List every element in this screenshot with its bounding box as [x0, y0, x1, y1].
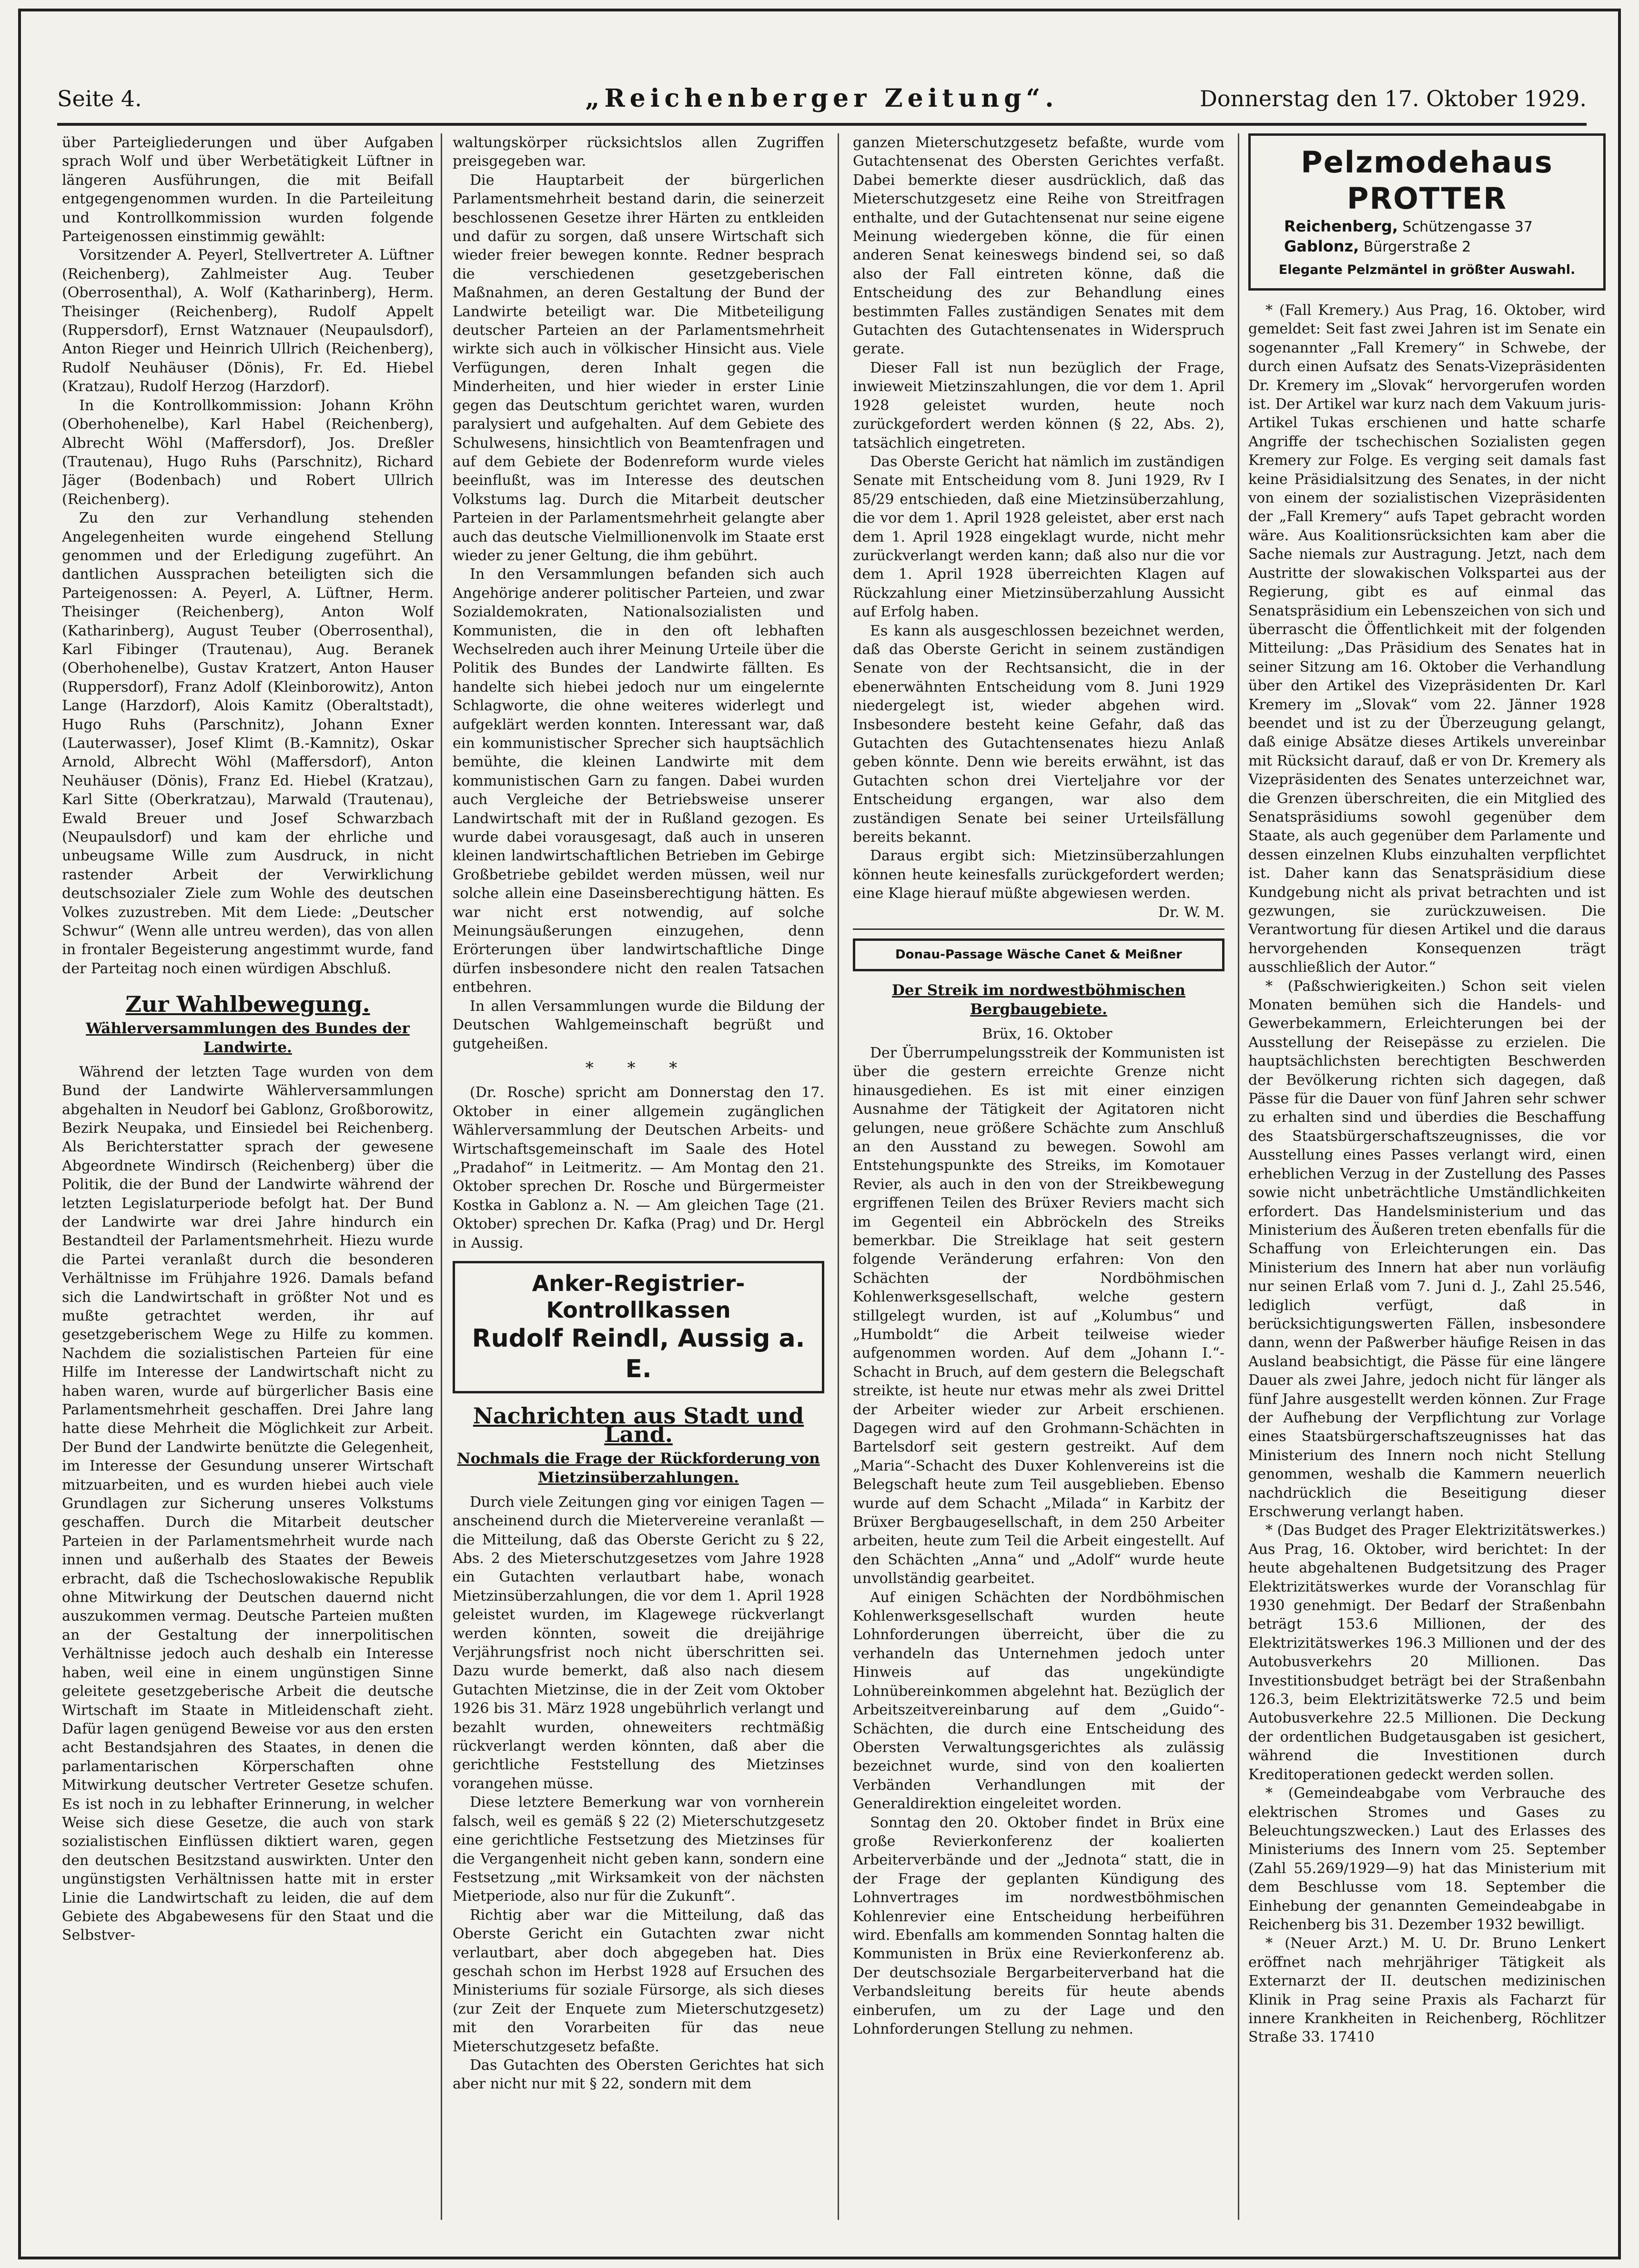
news-item: * (Paßschwierigkeiten.) Schon seit vielen Monaten bemühen sich die Handels- und Gewerbekammern, Erleichterungen bei der Ausstellung der Reisepässe zu erzielen. Die hauptsächlichsten berechtigten Beschwerden der Bevölkerung richten sich dagegen, daß Pässe für die Dauer von fünf Jahren sehr schwer zu erhalten sind und überdies die Beschaffung des Staatsbürgerschaftszeugnisses, die vor Ausstellung eines Passes verlangt wird, einen erheblichen Verzug in der Zustellung des Passes sowie nicht unbeträchtliche Umständlichkeiten erfordert. Das Handelsministerium und das Ministerium des Äußeren treten ebenfalls für die Schaffung von Erleichterungen ein. Das Ministerium des Innern hat aber nun vorläufig nur seinen Erlaß vom 7. Juni d. J., Zahl 25.546, lediglich verfügt, daß in berücksichtigungswerten Fällen, insbesondere dann, wenn der Paßwerber häufige Reisen in das Ausland beabsichtigt, die Pässe für eine längere Dauer als zwei Jahre, jedoch nicht für länger als fünf Jahre ausgestellt werden können. Zur Frage der Aufhebung der Verpflichtung zur Vorlage eines Staatsbürgerschaftszeugnisses hat das Ministerium des Innern noch nicht Stellung genommen, weshalb die Kammern neuerlich nachdrücklich die Beseitigung dieser Erschwerung verlangt haben.	[1248, 978, 1606, 1520]
header-rule	[57, 123, 1587, 126]
section-title: Nachrichten aus Stadt und Land.	[473, 1402, 804, 1448]
article-paragraph: Sonntag den 20. Oktober findet in Brüx eine große Revierkonferenz der koalierten Arbeiterverbände und der „Jednota“ statt, die in der Frage der geplanten Kündigung des Lohnvertrages im nordwestböhmischen Kohlenrevier eine Entscheidung herbeiführen wird. Ebenfalls am kommenden Sonntag halten die Kommunisten in Brüx eine Revierkonferenz ab. Der deutschsoziale Bergarbeiterverband hat die Verbandsleitung bereits für heute abends einberufen, um zu der Lage und den Lohnforderungen Stellung zu nehmen.	[853, 1814, 1224, 2037]
news-item: * (Das Budget des Prager Elektrizitätswerkes.) Aus Prag, 16. Oktober, wird berichtet: In der heute abgehaltenen Budgetsitzung des Prager Elektrizitätswerkes wurde der Voranschlag für 1930 genehmigt. Der Bedarf der Straßenbahn beträgt 153.6 Millionen, der des Elektrizitätswerkes 196.3 Millionen und der des Autobusverkehrs 20 Millionen. Das Investitionsbudget beträgt bei der Straßenbahn 126.3, beim Elektrizitätswerke 72.5 und beim Autobusverkehre 22.5 Millionen. Die Deckung der ordentlichen Budgetausgaben ist gesichert, während die Investitionen durch Kreditoperationen gedeckt werden sollen.	[1248, 1522, 1606, 1783]
column-divider	[441, 133, 442, 2220]
column-2	[453, 133, 824, 2229]
article-paragraph: Das Oberste Gericht hat nämlich im zuständigen Senate mit Entscheidung vom 8. Juni 1929, Rv I 85/29 entschieden, daß eine Mietzinsüberzahlung, die vor dem 1. April 1928 geleistet, aber erst nach dem 1. April 1928 eingeklagt wurde, nicht mehr zurückverlangt werden kann; daß also nur die vor dem 1. April 1928 überreichten Klagen auf Rückzahlung einer Mietzinsüberzahlung Aussicht auf Erfolg haben.	[853, 453, 1224, 621]
news-item: * (Neuer Arzt.) M. U. Dr. Bruno Lenkert eröffnet nach mehrjähriger Tätigkeit als Externarzt der II. deutschen medizinischen Klinik in Prag seine Praxis als Facharzt für innere Krankheiten in Reichenberg, Röchlitzer Straße 33. 17410	[1248, 1935, 1606, 2046]
article-paragraph: ganzen Mieterschutzgesetz befaßte, wurde vom Gutachtensenat des Obersten Gerichtes verfaßt. Dabei bemerkte dieser ausdrücklich, daß das Mieterschutzgesetz eine Reihe von Streitfragen enthalte, und der Gutachtensenat nur seine eigene Meinung wiedergeben könne, die für einen anderen Senat keineswegs bindend sei, so daß also der Fall eintreten könne, daß die Entscheidung des zur Behandlung eines bestimmten Falles zuständigen Senates mit dem Gutachten des Gutachtensenates in Widerspruch gerate.	[853, 134, 1224, 358]
page-number: Seite 4.	[57, 86, 142, 111]
news-item: * (Gemeindeabgabe vom Verbrauche des elektrischen Stromes und Gases zu Beleuchtungszwecken.) Laut des Erlasses des Ministeriums des Innern vom 25. September (Zahl 55.269/1929—9) hat das Ministerium mit dem Beschlusse vom 18. September die Einhebung der genannten Gemeindeabgabe in Reichenberg bis 31. Dezember 1932 bewilligt.	[1248, 1785, 1606, 1933]
article-paragraph: über Parteigliederungen und über Aufgaben sprach Wolf und über Werbetätigkeit Lüftner in längeren Ausführungen, die mit Beifall entgegengenommen wurden. In die Parteileitung und Kontrollkommission wurden folgende Parteigenossen einstimmig gewählt:	[62, 134, 434, 245]
article-paragraph: Auf einigen Schächten der Nordböhmischen Kohlenwerksgesellschaft wurden heute Lohnforderungen überreicht, über die zu verhandeln das Unternehmen jedoch unter Hinweis auf das ungekündigte Lohnübereinkommen abgelehnt hat. Bezüglich der Arbeitszeitvereinbarung auf dem „Guido“-Schächten, die durch eine Entscheidung des Obersten Verwaltungsgerichtes als zulässig bezeichnet wurde, sind von den koalierten Verbänden Verhandlungen mit der Generaldirektion eingeleitet worden.	[853, 1589, 1224, 1813]
article-signature: Dr. W. M.	[1158, 904, 1224, 921]
issue-date: Donnerstag den 17. Oktober 1929.	[1199, 86, 1587, 111]
article-paragraph: waltungskörper rücksichtslos allen Zugriffen preisgegeben war.	[453, 134, 824, 170]
divider	[853, 928, 1224, 930]
advertisement-reindl	[453, 1261, 824, 1393]
article-paragraph: Während der letzten Tage wurden von dem Bund der Landwirte Wählerversammlungen abgehalten in Neudorf bei Gablonz, Großborowitz, Bezirk Neupaka, und Einsiedel bei Reichenberg. Als Berichterstatter sprach der gewesene Abgeordnete Windirsch (Reichenberg) über die Politik, die der Bund der Landwirte während der letzten Legislaturperiode befolgt hat. Der Bund der Landwirte war drei Jahre hindurch ein Bestandteil der Parlamentsmehrheit. Hiezu wurde die Partei veranlaßt durch die besonderen Verhältnisse im Frühjahre 1926. Damals befand sich die Landwirtschaft in größter Not und es mußte getrachtet werden, ihr auf gesetzgeberischem Wege zu Hilfe zu kommen. Nachdem die sozialistischen Parteien für eine Hilfe im Interesse der Landwirtschaft nicht zu haben waren, wurde auf bürgerlicher Basis eine Parlamentsmehrheit geschaffen. Drei Jahre lang hatte diese Mehrheit die Möglichkeit zur Arbeit. Der Bund der Landwirte benützte die Gelegenheit, im Interesse der Gesundung unserer Wirtschaft mitzuarbeiten, und es wurden hiebei auch viele Grundlagen zur Sicherung unseres Volkstums geschaffen. Durch die Mitarbeit deutscher Parteien in der Parlamentsmehrheit wurde nach innen und außerhalb des Staates der Beweis erbracht, daß die Tschechoslowakische Republik ohne Mitwirkung der Deutschen dauernd nicht auszukommen vermag. Deutsche Parteien mußten an der Gestaltung der innerpolitischen Verhältnisse jedoch auch deshalb ein Interesse haben, weil eine in einem ungünstigen Sinne geleitete gesetzgeberische Arbeit die deutsche Wirtschaft im Staate in Mitleidenschaft zieht. Dafür lagen genügend Beweise vor aus den ersten acht Bestandsjahren des Staates, in denen die parlamentarischen Körperschaften ohne Mitwirkung deutscher Vertreter Gesetze schufen. Es ist noch in zu lebhafter Erinnerung, in welcher Weise sich diese Gesetze, die auch von stark sozialistischen Einflüssen diktiert waren, gegen den deutschen Besitzstand auswirkten. Unter den ungünstigsten Verhältnissen hatte mit in erster Linie die Landwirtschaft zu leiden, die auf dem Gebiete des Abgabewesens für den Staat und die Selbstver-	[62, 1063, 434, 1944]
article-paragraph: In den Versammlungen befanden sich auch Angehörige anderer politischer Parteien, und zwar Sozialdemokraten, Nationalsozialisten und Kommunisten, die in den oft lebhaften Wechselreden auch ihrer Meinung Urteile über die Politik des Bundes der Landwirte fällten. Es handelte sich hiebei jedoch nur um eingelernte Schlagworte, die ohne weiteres widerlegt und aufgeklärt werden konnten. Interessant war, daß ein kommunistischer Sprecher sich hauptsächlich bemühte, die kleinen Landwirte mit dem kommunistischen Garn zu fangen. Dabei wurden auch Vergleiche der Betriebsweise unserer Landwirtschaft mit der in Rußland gezogen. Es wurde dabei vorausgesagt, daß auch in unseren kleinen landwirtschaftlichen Betrieben im Gebirge Großbetriebe gebildet werden müssen, weil nur solche allein eine Daseinsberechtigung hätten. Es war nicht erst notwendig, auf solche Meinungsäußerungen einzugehen, denn Erörterungen über landwirtschaftliche Dinge dürfen insbesondere nicht den realen Tatsachen entbehren.	[453, 566, 824, 996]
article-paragraph: Zu den zur Verhandlung stehenden Angelegenheiten wurde eingehend Stellung genommen und der Erledigung zugeführt. An dantlichen Aussprachen beteiligten sich die Parteigenossen: A. Peyerl, A. Lüftner, Herm. Theisinger (Reichenberg), Anton Wolf (Katharinberg), August Teuber (Oberrosenthal), Karl Fibinger (Trautenau), Aug. Beranek (Oberhohenelbe), Gustav Kratzert, Anton Hauser (Ruppersdorf), Franz Adolf (Kleinborowitz), Anton Lange (Harzdorf), Alois Kamitz (Oberaltstadt), Hugo Ruhs (Parschnitz), Johann Exner (Lauterwasser), Josef Klimt (B.-Kamnitz), Oskar Arnold, Albrecht Wöhl (Maffersdorf), Anton Neuhäuser (Dönis), Franz Ed. Hiebel (Kratzau), Karl Sitte (Oberkratzau), Marwald (Trautenau), Ewald Breuer und Josef Schwarzbach (Neupaulsdorf) und kam der ehrliche und unbeugsame Wille zum Ausdruck, in nicht rastender Arbeit der Verwirklichung deutschsozialer Ziele zum Wohle des deutschen Volkes zuzustreben. Mit dem Liede: „Deutscher Schwur“ (Wenn alle untreu werden), das von allen in frontaler Begeisterung angestimmt wurde, fand der Parteitag noch einen würdigen Abschluß.	[62, 510, 434, 977]
news-item: * (Fall Kremery.) Aus Prag, 16. Oktober, wird gemeldet: Seit fast zwei Jahren ist im Senate ein sogenannter „Fall Kremery“ in Schwebe, der durch einen Aufsatz des Senats-Vizepräsidenten Dr. Kremery im „Slovak“ hervorgerufen worden ist. Der Artikel war kurz nach dem Vakuum juris-Artikel Tukas erschienen und hatte scharfe Angriffe der tschechischen Sozialisten gegen Kremery zur Folge. Es verging seit damals fast keine Präsidialsitzung des Senates, in der nicht von einem der sozialistischen Vizepräsidenten der „Fall Kremery“ aufs Tapet gebracht worden wäre. Aus Koalitionsrücksichten kam aber die Sache niemals zur Austragung. Jetzt, nach dem Austritte der slowakischen Volkspartei aus der Regierung, gibt es auf einmal das Senatspräsidium ein Lebenszeichen von sich und überrascht die Öffentlichkeit mit der folgenden Mitteilung: „Das Präsidium des Senates hat in seiner Sitzung am 16. Oktober die Verhandlung über den Artikel des Vizepräsidenten Dr. Karl Kremery im „Slovak“ vom 22. Jänner 1928 beendet und ist zu der Überzeugung gelangt, daß einige Absätze dieses Artikels unvereinbar mit Rücksicht darauf, daß er von Dr. Kremery als Vizepräsidenten des Senates unterzeichnet war, die Grenzen überschreiten, die ein Mitglied des Senatspräsidiums sowohl gegenüber dem Staate, als auch gegenüber dem Parlamente und dessen einzelnen Klubs einzuhalten verpflichtet ist. Daher kann das Senatspräsidium diese Kundgebung nicht als privat betrachten und ist gezwungen, sie zurückzuweisen. Die Verantwortung für diesen Artikel und die daraus hervorgehenden Konsequenzen trägt ausschließlich der Autor.“	[1248, 302, 1606, 976]
article-paragraph: Vorsitzender A. Peyerl, Stellvertreter A. Lüftner (Reichenberg), Zahlmeister Aug. Teuber (Oberrosenthal), A. Wolf (Katharinberg), Herm. Theisinger (Reichenberg), Rudolf Appelt (Ruppersdorf), Ernst Watznauer (Neupaulsdorf), Anton Rieger und Heinrich Ullrich (Reichenberg), Rudolf Neuhäuser (Dönis), Fr. Ed. Hiebel (Kratzau), Rudolf Herzog (Harzdorf).	[62, 247, 434, 395]
article-paragraph: Richtig aber war die Mitteilung, daß das Oberste Gericht ein Gutachten zwar nicht verlautbart, aber doch abgegeben hat. Dies geschah schon im Herbst 1928 auf Ersuchen des Ministeriums für soziale Fürsorge, als sich dieses (zur Zeit der Enquete zum Mieterschutzgesetz) mit den Vorarbeiten für das neue Mieterschutzgesetz befaßte.	[453, 1906, 824, 2055]
page-header	[57, 76, 1587, 122]
ad-slogan: Elegante Pelzmäntel in größter Auswahl.	[1278, 262, 1576, 277]
article-paragraph: Daraus ergibt sich: Mietzinsüberzahlungen können heute keinesfalls zurückgefordert werden; eine Klage hierauf müßte abgewiesen werden.	[853, 847, 1224, 902]
column-3	[853, 133, 1224, 2229]
advertisement-donau-passage: Donau-Passage Wäsche Canet & Meißner	[853, 938, 1224, 971]
column-divider	[1238, 133, 1239, 2220]
article-paragraph: Diese letztere Bemerkung war von vornherein falsch, weil es gemäß § 22 (2) Mieterschutzgesetz eine gerichtliche Festsetzung des Mietzinses für die Vergangenheit nicht geben kann, sondern eine Festsetzung „mit Wirksamkeit von der nächsten Mietperiode, also nur für die Zukunft“.	[453, 1794, 824, 1905]
article-paragraph: (Dr. Rosche) spricht am Donnerstag den 17. Oktober in einer allgemein zugänglichen Wählerversammlung der Deutschen Arbeits- und Wirtschaftsgemeinschaft im Saale des Hotel „Pradahof“ in Leitmeritz. — Am Montag den 21. Oktober sprechen Dr. Rosche und Bürgermeister Kostka in Gablonz a. N. — Am gleichen Tage (21. Oktober) sprechen Dr. Kafka (Prag) und Dr. Hergl in Aussig.	[453, 1084, 824, 1251]
ad-title: Pelzmodehaus PROTTER	[1301, 145, 1553, 216]
newspaper-title: „Reichenberger Zeitung“.	[585, 84, 1059, 113]
column-divider	[838, 133, 839, 2220]
ad-city: Reichenberg,	[1284, 217, 1398, 235]
advertisement-protter	[1248, 133, 1606, 291]
article-paragraph: Es kann als ausgeschlossen bezeichnet werden, daß das Oberste Gericht in seinem zuständigen Senate von der Rechtsansicht, die in der ebenerwähnten Entscheidung vom 8. Juni 1929 niedergelegt ist, wieder abgehen wird. Insbesondere besteht keine Gefahr, daß das Gutachten des Gutachtensenates hiezu Anlaß geben könnte. Denn wie bereits erwähnt, ist das Gutachten schon drei Vierteljahre vor der Entscheidung ergangen, war also dem zuständigen Senate bei seiner Urteilsfällung bereits bekannt.	[853, 622, 1224, 846]
ad-city: Gablonz,	[1284, 237, 1359, 255]
article-paragraph: Die Hauptarbeit der bürgerlichen Parlamentsmehrheit bestand darin, die seinerzeit beschlossenen Gesetze ihrer Härten zu entkleiden und dafür zu sorgen, daß unsere Wirtschaft sich wieder freier bewegen konnte. Redner besprach die verschiedenen gesetzgeberischen Maßnahmen, an deren Gestaltung der Bund der Landwirte beteiligt war. Die Mitbeteiligung deutscher Parteien an der Parlamentsmehrheit wirkte sich auch in völkischer Hinsicht aus. Viele Verfügungen, deren Inhalt gegen die Minderheiten, und hier wieder in erster Linie gegen das Deutschtum gerichtet waren, wurden paralysiert und aufgehalten. Auf dem Gebiete des Schulwesens, hinsichtlich von Beamtenfragen und auf dem Gebiete der Bodenreform wurde vieles beeinflußt, was im Interesse des deutschen Volkstums lag. Durch die Mitarbeit deutscher Parteien in der Parlamentsmehrheit gelangte aber auch das deutsche Vielmillionenvolk im Staate erst wieder zu jener Geltung, die ihm gebührt.	[453, 171, 824, 564]
dateline: Brüx, 16. Oktober	[982, 1026, 1113, 1043]
article-headline: Wählerversammlungen des Bundes der Landwirte.	[86, 1019, 410, 1056]
article-paragraph: In die Kontrollkommission: Johann Kröhn (Oberhohenelbe), Karl Habel (Reichenberg), Albrecht Wöhl (Maffersdorf), Jos. Dreßler (Trautenau), Hugo Ruhs (Parschnitz), Richard Jäger (Bodenbach) und Robert Ullrich (Reichenberg).	[62, 397, 434, 508]
article-paragraph: Dieser Fall ist nun bezüglich der Frage, inwieweit Mietzinszahlungen, die vor dem 1. April 1928 geleistet wurden, heute noch zurückgefordert werden können (§ 22, Abs. 2), tatsächlich eingetreten.	[853, 359, 1224, 452]
article-paragraph: Der Überrumpelungsstreik der Kommunisten ist über die gestern erreichte Grenze nicht hinausgediehen. Es ist mit einer einzigen Ausnahme der Tätigkeit der Agitatoren nicht gelungen, neue größere Schächte zum Anschluß an den Ausstand zu bewegen. Sowohl am Entstehungspunkte des Streiks, im Komotauer Revier, als auch in den von der Streikbewegung ergriffenen Teilen des Brüxer Reviers macht sich im Gegenteil ein Abbröckeln des Streiks bemerkbar. Die Streiklage hat seit gestern folgende Veränderung erfahren: Von den Schächten der Nordböhmischen Kohlenwerksgesellschaft, welche gestern stillgelegt wurden, ist auf „Kolumbus“ und „Humboldt“ die Arbeit teilweise wieder aufgenommen worden. Auf dem „Johann I.“-Schacht in Bruch, auf dem gestern die Belegschaft streikte, ist heute nur etwas mehr als zwei Drittel der Arbeiter wieder zur Arbeit erschienen. Dagegen wird auf den Grohmann-Schächten in Bartelsdorf seit gestern gestreikt. Auf dem „Maria“-Schacht des Duxer Kohlenvereins ist die Belegschaft heute zum Teil ausgeblieben. Ebenso wurde auf dem Schacht „Milada“ in Karbitz der Brüxer Bergbaugesellschaft, in dem 250 Arbeiter arbeiten, heute zum Teil die Arbeit eingestellt. Auf den Schächten „Anna“ und „Adolf“ wurde heute unvollständig gearbeitet.	[853, 1044, 1224, 1587]
article-headline: Der Streik im nordwestböhmischen Bergbaugebiete.	[892, 982, 1185, 1018]
ad-address-line	[1255, 217, 1599, 237]
section-title: Zur Wahlbewegung.	[125, 991, 370, 1018]
article-headline: Nochmals die Frage der Rückforderung von Mietzinsüberzahlungen.	[457, 1450, 820, 1486]
article-paragraph: Das Gutachten des Obersten Gerichtes hat sich aber nicht nur mit § 22, sondern mit dem	[453, 2056, 824, 2093]
ad-street: Bürgerstraße 2	[1363, 239, 1471, 255]
article-paragraph: Durch viele Zeitungen ging vor einigen Tagen — anscheinend durch die Mietervereine veranlaßt — die Mitteilung, daß das Oberste Gericht zu § 22, Abs. 2 des Mieterschutzgesetzes vom Jahre 1928 ein Gutachten verlautbart habe, wonach Mietzinsüberzahlungen, die vor dem 1. April 1928 geleistet wurden, im Klagewege rückverlangt werden könnten, soweit die dreijährige Verjährungsfrist noch nicht überschritten sei. Dazu wurde bemerkt, daß also nach diesem Gutachten Mietzinse, die in der Zeit vom Oktober 1926 bis 31. März 1928 ungebührlich verlangt und bezahlt wurden, ohneweiters rechtmäßig rückverlangt werden könnten, daß aber die gerichtliche Feststellung des Mietzinses vorangehen müsse.	[453, 1493, 824, 1792]
column-4	[1248, 133, 1606, 2229]
article-paragraph: In allen Versammlungen wurde die Bildung der Deutschen Wahlgemeinschaft begrüßt und gutgeheißen.	[453, 998, 824, 1052]
column-1	[62, 133, 434, 2229]
ad-address-line	[1255, 237, 1599, 257]
separator-stars: * * *	[585, 1058, 692, 1078]
ad-line: Rudolf Reindl, Aussig a. E.	[472, 1324, 805, 1383]
ad-street: Schützengasse 37	[1402, 219, 1533, 235]
ad-line: Anker-Registrier-Kontrollkassen	[532, 1270, 745, 1323]
